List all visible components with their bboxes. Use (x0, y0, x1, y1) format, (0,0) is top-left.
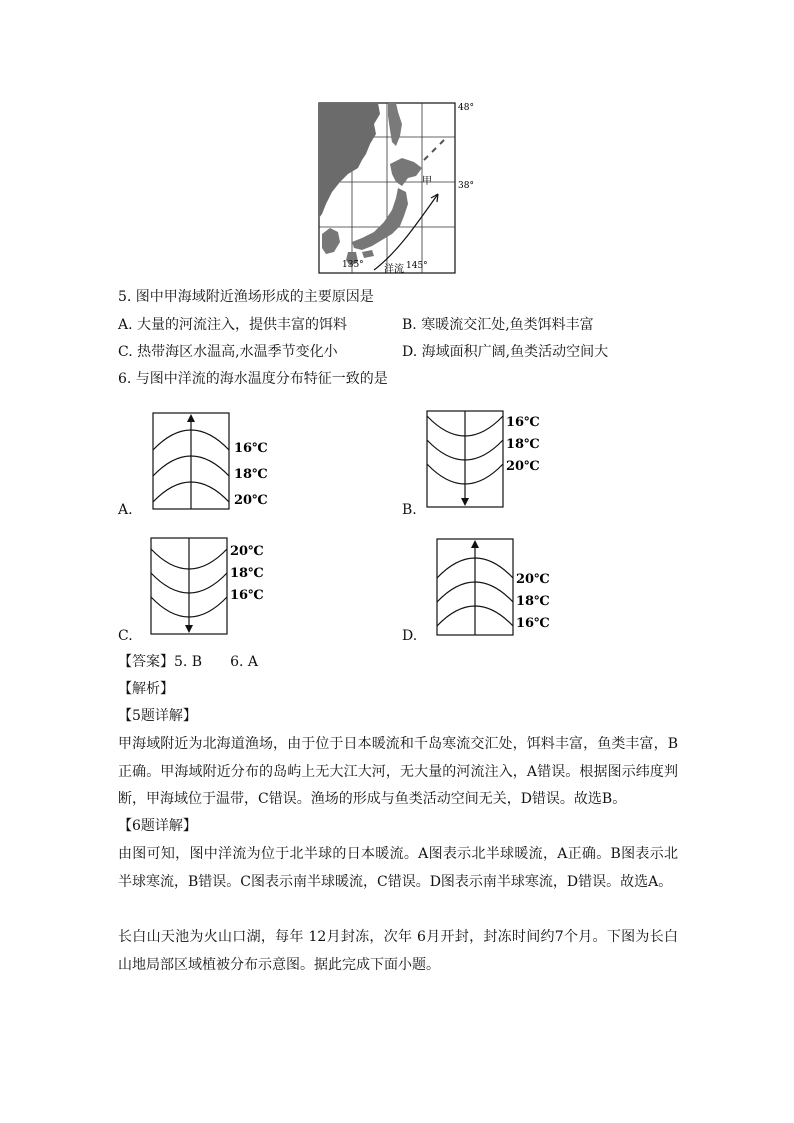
q5-option-a: A. 大量的河流注入，提供丰富的饵料 (118, 317, 348, 333)
q6-explain-text: 由图可知，图中洋流为位于北半球的日本暖流。A图表示北半球暖流，A正确。B图表示北半球寒流，B错误。C图表示南半球暖流，C错误。D图表示南半球寒流，D错误。故选A。 (118, 846, 678, 890)
figure-d-label-1: 20℃ (516, 572, 550, 587)
current-label: 洋流 (384, 264, 404, 275)
japan-map (318, 102, 494, 276)
figure-a (152, 412, 272, 512)
jia-label: 甲 (422, 176, 432, 187)
lat-mid-label: 38° (458, 181, 474, 191)
figure-a-label-1: 16℃ (234, 441, 268, 456)
figure-a-letter: A. (118, 502, 133, 518)
figure-d-label-2: 18℃ (516, 594, 550, 609)
q6-stem: 6. 与图中洋流的海水温度分布特征一致的是 (118, 371, 388, 387)
figure-d (436, 538, 556, 638)
figure-a-label-3: 20℃ (234, 493, 268, 508)
q5-explain-text: 甲海域附近为北海道渔场，由于位于日本暖流和千岛寒流交汇处，饵料丰富，鱼类丰富，B正确。甲海域附近分布的岛屿上无大江大河，无大量的河流注入，A错误。根据图示纬度判断，甲海域位于温带，C错误。渔场的形成与鱼类活动空间无关，D错误。故选B。 (118, 736, 678, 807)
q5-option-d: D. 海域面积广阔,鱼类活动空间大 (402, 344, 609, 360)
lon-left-label: 135° (342, 260, 364, 270)
figure-b-label-1: 16℃ (506, 415, 540, 430)
figure-a-label-2: 18℃ (234, 467, 268, 482)
figure-c-label-3: 16℃ (230, 588, 264, 603)
q5-option-c: C. 热带海区水温高,水温季节变化小 (118, 344, 338, 360)
q5-option-b: B. 寒暖流交汇处,鱼类饵料丰富 (402, 317, 594, 333)
answer-line: 【答案】5. B 6. A (118, 654, 259, 670)
analysis-heading: 【解析】 (118, 681, 174, 697)
lat-top-label: 48° (458, 103, 474, 113)
figure-c-label-2: 18℃ (230, 566, 264, 581)
figure-d-label-3: 16℃ (516, 616, 550, 631)
figure-c (150, 537, 270, 637)
figure-b-label-2: 18℃ (506, 437, 540, 452)
q5-explain-heading: 【5题详解】 (118, 708, 197, 724)
lon-right-label: 145° (406, 261, 428, 271)
q5-stem: 5. 图中甲海域附近渔场形成的主要原因是 (118, 289, 374, 305)
next-intro-text: 长白山天池为火山口湖，每年 12月封冻，次年 6月开封，封冻时间约7个月。下图为长白山地局部区域植被分布示意图。据此完成下面小题。 (118, 929, 678, 973)
q6-explain-heading: 【6题详解】 (118, 818, 197, 834)
figure-c-label-1: 20℃ (230, 544, 264, 559)
figure-b-label-3: 20℃ (506, 459, 540, 474)
figure-c-letter: C. (118, 628, 133, 644)
figure-b-letter: B. (402, 502, 417, 518)
figure-d-letter: D. (402, 628, 418, 644)
figure-b (426, 410, 546, 510)
